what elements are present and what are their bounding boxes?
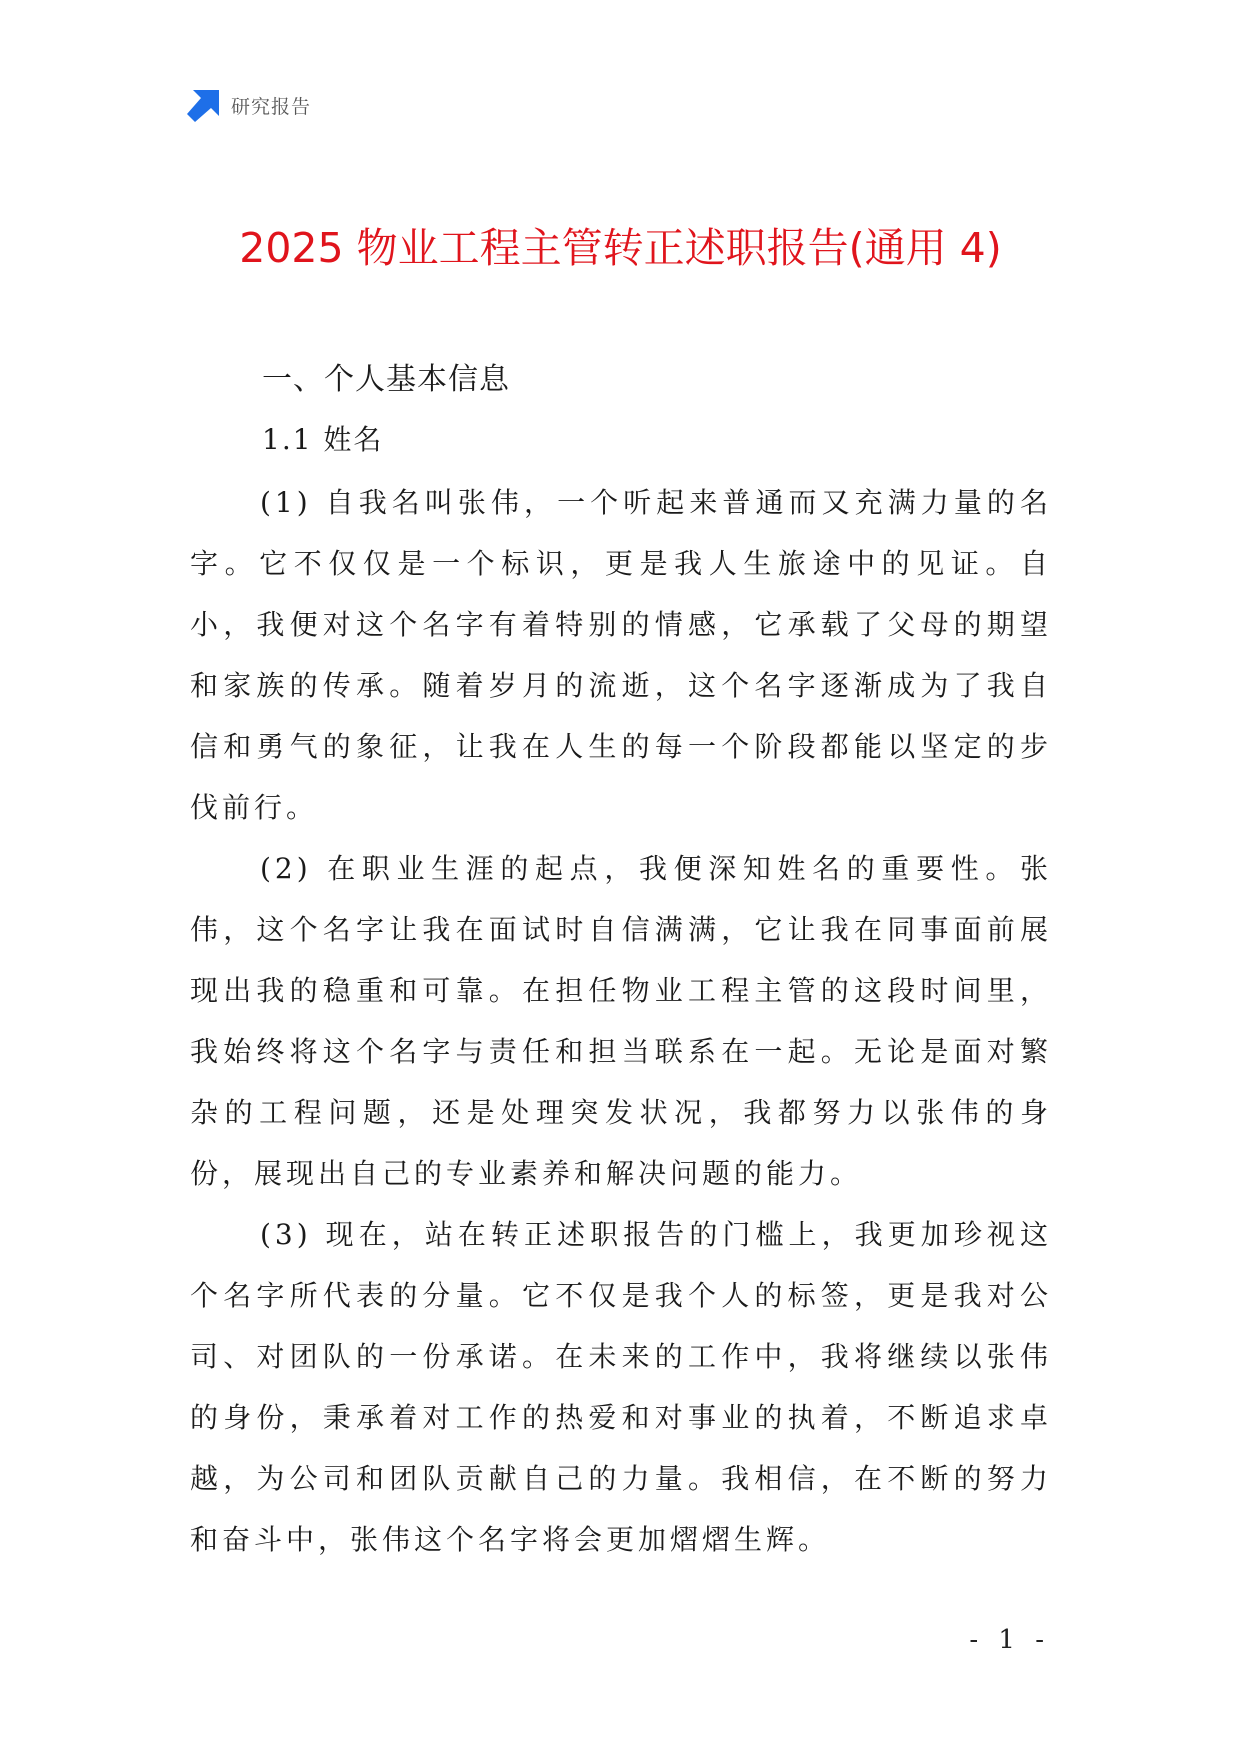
document-body bbox=[190, 354, 1052, 1570]
page-number: - 1 - bbox=[969, 1625, 1050, 1655]
header-label: 研究报告 bbox=[231, 95, 312, 118]
paragraph-2: (2) 在职业生涯的起点，我便深知姓名的重要性。张伟，这个名字让我在面试时自信满满，它让我在同事面前展现出我的稳重和可靠。在担任物业工程主管的这段时间里，我始终将这个名字与责任和担当联系在一起。无论是面对繁杂的工程问题，还是处理突发状况，我都努力以张伟的身份，展现出自己的专业素养和解决问题的能力。 bbox=[190, 852, 1052, 1190]
document-title: 2025 物业工程主管转正述职报告(通用 4) bbox=[239, 224, 1002, 272]
subsection-heading: 1.1 姓名 bbox=[262, 423, 384, 456]
paragraph-3: (3) 现在，站在转正述职报告的门槛上，我更加珍视这个名字所代表的分量。它不仅是我个人的标签，更是我对公司、对团队的一份承诺。在未来的工作中，我将继续以张伟的身份，秉承着对工作的热爱和对事业的执着，不断追求卓越，为公司和团队贡献自己的力量。我相信，在不断的努力和奋斗中，张伟这个名字将会更加熠熠生辉。 bbox=[190, 1218, 1052, 1556]
paragraph-1: (1) 自我名叫张伟，一个听起来普通而又充满力量的名字。它不仅仅是一个标识，更是我人生旅途中的见证。自小，我便对这个名字有着特别的情感，它承载了父母的期望和家族的传承。随着岁月的流逝，这个名字逐渐成为了我自信和勇气的象征，让我在人生的每一个阶段都能以坚定的步伐前行。 bbox=[190, 486, 1052, 824]
arrow-up-right-icon bbox=[187, 88, 221, 122]
section-heading: 一、个人基本信息 bbox=[262, 362, 510, 397]
document-header bbox=[187, 88, 311, 122]
